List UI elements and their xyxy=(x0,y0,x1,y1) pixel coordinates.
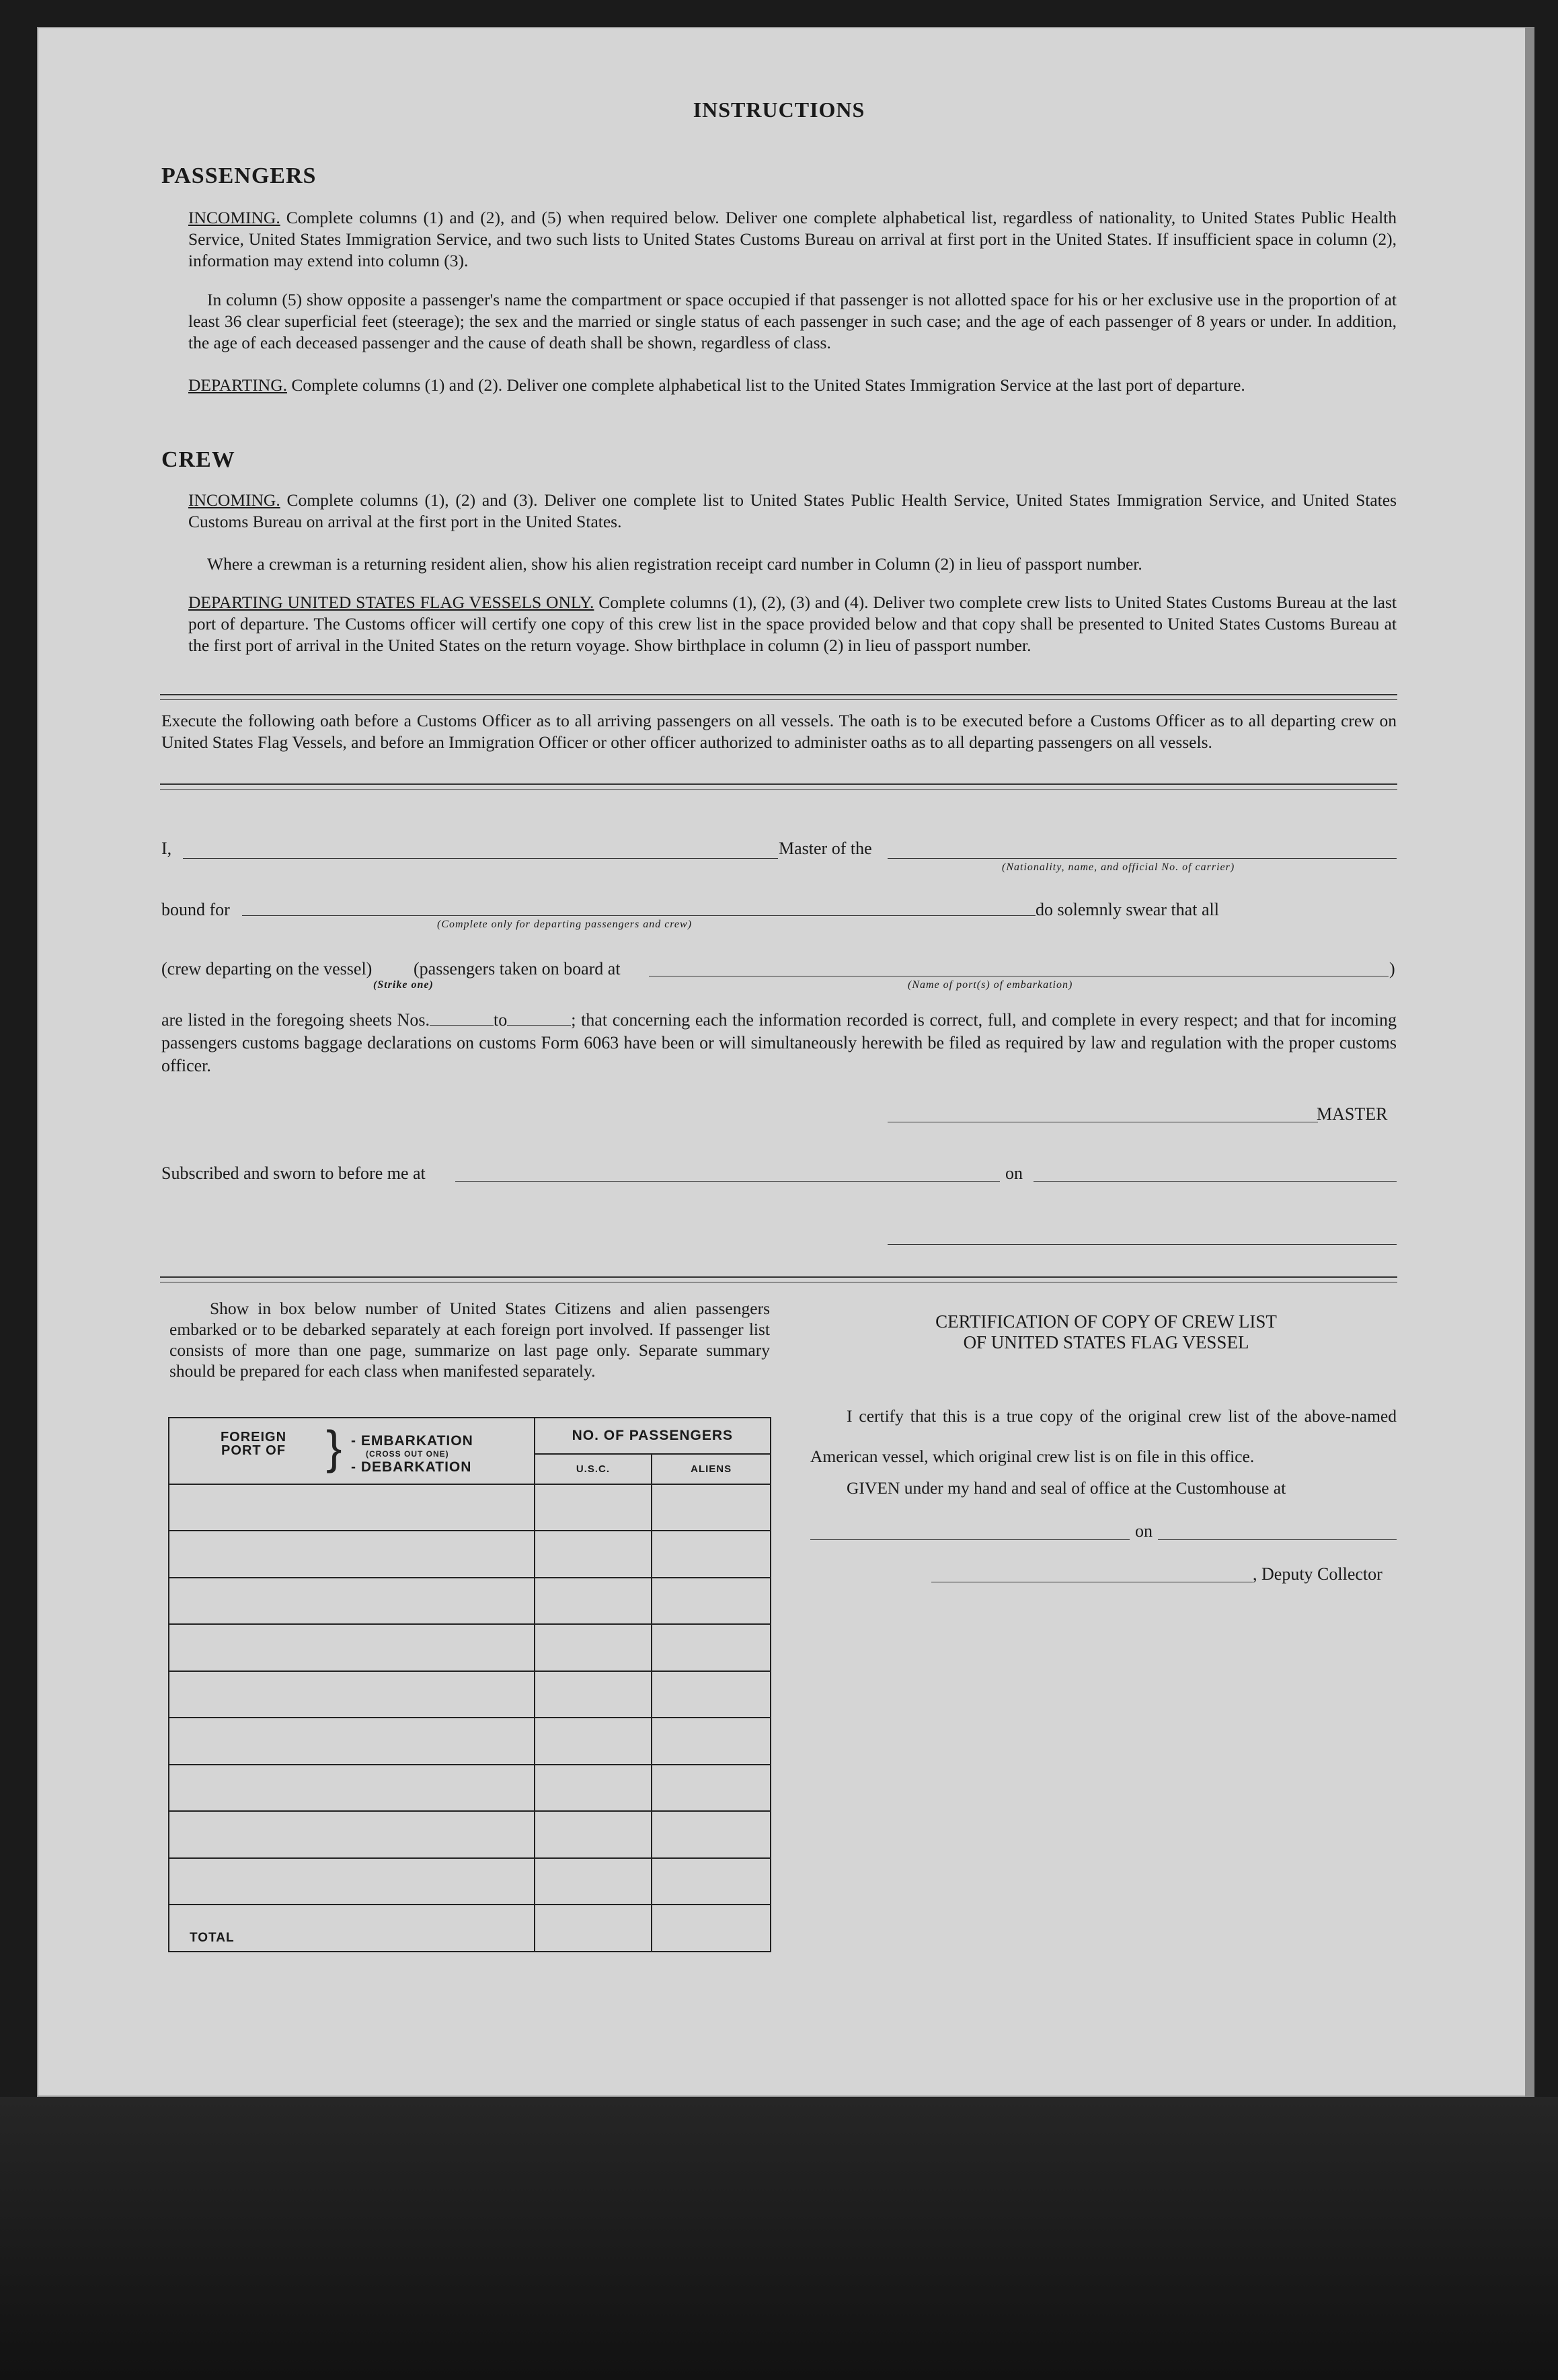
passengers-heading: PASSENGERS xyxy=(161,163,317,188)
close-paren: ) xyxy=(1389,959,1395,978)
usc-header: U.S.C. xyxy=(535,1454,652,1484)
scan-background xyxy=(0,2097,1558,2380)
port-cell[interactable] xyxy=(169,1671,535,1718)
no-passengers-header: NO. OF PASSENGERS xyxy=(535,1418,771,1454)
sheet-to-field[interactable] xyxy=(507,1010,571,1026)
page-title: INSTRUCTIONS xyxy=(693,98,865,122)
sworn-on-label: on xyxy=(1005,1163,1023,1183)
table-row xyxy=(169,1858,771,1905)
certification-heading xyxy=(817,1311,1395,1353)
foreign-port-label: FOREIGN PORT OF xyxy=(220,1430,287,1458)
table-row xyxy=(169,1531,771,1578)
crew-departing-paragraph xyxy=(188,592,1397,656)
crew-departing-label: DEPARTING UNITED STATES FLAG VESSELS ONLY. xyxy=(188,592,594,612)
certification-date-field[interactable] xyxy=(1158,1539,1397,1540)
aliens-cell[interactable] xyxy=(652,1484,771,1531)
passengers-departing-text: Complete columns (1) and (2). Deliver one complete alphabetical list to the United States Immigration Service at the last port of departure. xyxy=(291,375,1245,395)
crew-incoming-label: INCOMING. xyxy=(188,490,280,510)
usc-cell[interactable] xyxy=(535,1484,652,1531)
carrier-field[interactable] xyxy=(888,858,1397,859)
passengers-taken-option: (passengers taken on board at xyxy=(414,959,621,978)
carrier-caption: (Nationality, name, and official No. of carrier) xyxy=(1002,861,1235,873)
passengers-departing-label: DEPARTING. xyxy=(188,375,287,395)
page-edge xyxy=(1525,27,1534,2097)
table-row xyxy=(169,1811,771,1858)
crew-incoming-paragraph xyxy=(188,490,1397,533)
embarkation-label: - EMBARKATION xyxy=(351,1433,473,1449)
usc-cell[interactable] xyxy=(535,1671,652,1718)
listed-text: ; that concerning each the information recorded is correct, full, and complete in every respect; and that for incoming passengers customs baggage declarations on customs Form 6063 have been or will simultaneously herewith be filed as required by law and regulation with the proper customs officer. xyxy=(161,1010,1397,1075)
divider-rule xyxy=(160,699,1397,700)
passengers-incoming-text: Complete columns (1) and (2), and (5) when required below. Deliver one complete alphabetical list, regardless of nationality, to United States Public Health Service, United States Immigration Service, and two such lists to United States Customs Bureau on arrival at first port in the United States. If insufficient space in column (2), information may extend into column (3). xyxy=(188,208,1397,270)
port-cell[interactable] xyxy=(169,1578,535,1625)
debarkation-label: - DEBARKATION xyxy=(351,1459,472,1475)
aliens-cell[interactable] xyxy=(652,1624,771,1671)
passengers-departing-paragraph xyxy=(188,375,1397,396)
port-cell[interactable] xyxy=(169,1484,535,1531)
crew-incoming-text: Complete columns (1), (2) and (3). Deliver one complete list to United States Public Health Service, United States Immigration Service, and United States Customs Bureau on arrival at the first port in the United States. xyxy=(188,490,1397,531)
port-cell[interactable] xyxy=(169,1811,535,1858)
subscribed-label: Subscribed and sworn to before me at xyxy=(161,1163,426,1183)
passengers-column5-paragraph: In column (5) show opposite a passenger's name the compartment or space occupied if that passenger is not allotted space for his or her exclusive use in the proportion of at least 36 clear superficial feet (steerage); the sex and the married or single status of each passenger in such case; and the age of each passenger of 8 years or under. In addition, the age of each deceased passenger and the cause of death shall be shown, regardless of class. xyxy=(188,290,1397,352)
crew-departing-text: Complete columns (1), (2), (3) and (4). Deliver two complete crew lists to United States Customs Bureau at the last port of departure. The Customs officer will certify one copy of this crew list in the space provided below and that copy shall be presented to United States Customs Bureau at the first port of arrival in the United States on the return voyage. Show birthplace in column (2) in lieu of passport number. xyxy=(188,592,1397,655)
to-label: to xyxy=(493,1010,508,1030)
crew-departing-option: (crew departing on the vessel) xyxy=(161,959,373,978)
bound-for-caption: (Complete only for departing passengers and crew) xyxy=(437,919,693,930)
aliens-cell[interactable] xyxy=(652,1765,771,1812)
certification-heading-line1: CERTIFICATION OF COPY OF CREW LIST xyxy=(935,1311,1277,1332)
table-row xyxy=(169,1671,771,1718)
bound-for-label: bound for xyxy=(161,900,230,919)
divider-rule xyxy=(160,694,1397,695)
brace-icon: } xyxy=(326,1421,342,1473)
port-cell[interactable] xyxy=(169,1765,535,1812)
port-cell[interactable] xyxy=(169,1858,535,1905)
cross-out-label: (CROSS OUT ONE) xyxy=(366,1449,449,1459)
aliens-cell[interactable] xyxy=(652,1718,771,1765)
aliens-cell[interactable] xyxy=(652,1671,771,1718)
usc-total-cell[interactable] xyxy=(535,1905,652,1952)
oath-i-label: I, xyxy=(161,839,172,858)
bound-for-field[interactable] xyxy=(242,915,1036,916)
divider-rule xyxy=(160,789,1397,790)
certify-paragraph: I certify that this is a true copy of the original crew list of the above-named American vessel, which original crew list is on file in this office. xyxy=(810,1406,1397,1466)
total-row xyxy=(169,1905,771,1952)
table-row xyxy=(169,1484,771,1531)
crew-resident-paragraph: Where a crewman is a returning resident alien, show his alien registration receipt card number in Column (2) in lieu of passport number. xyxy=(207,554,1142,574)
sworn-date-field[interactable] xyxy=(1034,1181,1397,1182)
listed-paragraph xyxy=(161,1009,1397,1077)
table-row xyxy=(169,1624,771,1671)
officer-signature-field[interactable] xyxy=(888,1244,1397,1245)
aliens-cell[interactable] xyxy=(652,1578,771,1625)
sworn-place-field[interactable] xyxy=(455,1181,1000,1182)
aliens-total-cell[interactable] xyxy=(652,1905,771,1952)
oath-instructions: Execute the following oath before a Customs Officer as to all arriving passengers on all vessels. The oath is to be executed before a Customs Officer as to all departing crew on United States Flag Vessels, and before an Immigration Officer or other officer authorized to administer oaths as to all departing passengers on all vessels. xyxy=(161,711,1397,752)
passengers-incoming-label: INCOMING. xyxy=(188,208,280,227)
usc-cell[interactable] xyxy=(535,1578,652,1625)
divider-rule xyxy=(160,1276,1397,1278)
passengers-incoming-paragraph xyxy=(188,207,1397,272)
deputy-collector-label: , Deputy Collector xyxy=(1253,1564,1382,1584)
table-row xyxy=(169,1765,771,1812)
ports-caption: (Name of port(s) of embarkation) xyxy=(908,979,1073,991)
usc-cell[interactable] xyxy=(535,1718,652,1765)
listed-prefix: are listed in the foregoing sheets Nos. xyxy=(161,1010,430,1030)
total-label: TOTAL xyxy=(190,1931,235,1945)
passenger-summary-table xyxy=(168,1417,771,1952)
crew-heading: CREW xyxy=(161,447,235,472)
foreign-port-header xyxy=(169,1418,535,1484)
certification-heading-line2: OF UNITED STATES FLAG VESSEL xyxy=(963,1332,1249,1352)
customhouse-field[interactable] xyxy=(810,1539,1130,1540)
usc-cell[interactable] xyxy=(535,1858,652,1905)
master-of-the-label: Master of the xyxy=(779,839,872,858)
usc-cell[interactable] xyxy=(535,1765,652,1812)
master-name-field[interactable] xyxy=(183,858,778,859)
usc-cell[interactable] xyxy=(535,1624,652,1671)
given-paragraph: GIVEN under my hand and seal of office at the Customhouse at xyxy=(847,1478,1286,1498)
aliens-cell[interactable] xyxy=(652,1811,771,1858)
table-row xyxy=(169,1578,771,1625)
aliens-cell[interactable] xyxy=(652,1858,771,1905)
master-signature-label: MASTER xyxy=(1317,1104,1388,1124)
usc-cell[interactable] xyxy=(535,1811,652,1858)
port-cell[interactable] xyxy=(169,1718,535,1765)
port-cell[interactable] xyxy=(169,1624,535,1671)
certification-on-label: on xyxy=(1135,1521,1153,1541)
divider-rule xyxy=(160,783,1397,785)
port-cell[interactable] xyxy=(169,1531,535,1578)
swear-label: do solemnly swear that all xyxy=(1036,900,1219,919)
table-row xyxy=(169,1718,771,1765)
sheet-from-field[interactable] xyxy=(430,1010,494,1026)
aliens-cell[interactable] xyxy=(652,1531,771,1578)
summary-instructions: Show in box below number of United States Citizens and alien passengers embarked or to be debarked separately at each foreign port involved. If passenger list consists of more than one page, summarize on last page only. Separate summary should be prepared for each class when manifested separately. xyxy=(169,1299,770,1381)
aliens-header: ALIENS xyxy=(652,1454,771,1484)
total-cell xyxy=(169,1905,535,1952)
usc-cell[interactable] xyxy=(535,1531,652,1578)
strike-one-caption: (Strike one) xyxy=(373,979,434,991)
